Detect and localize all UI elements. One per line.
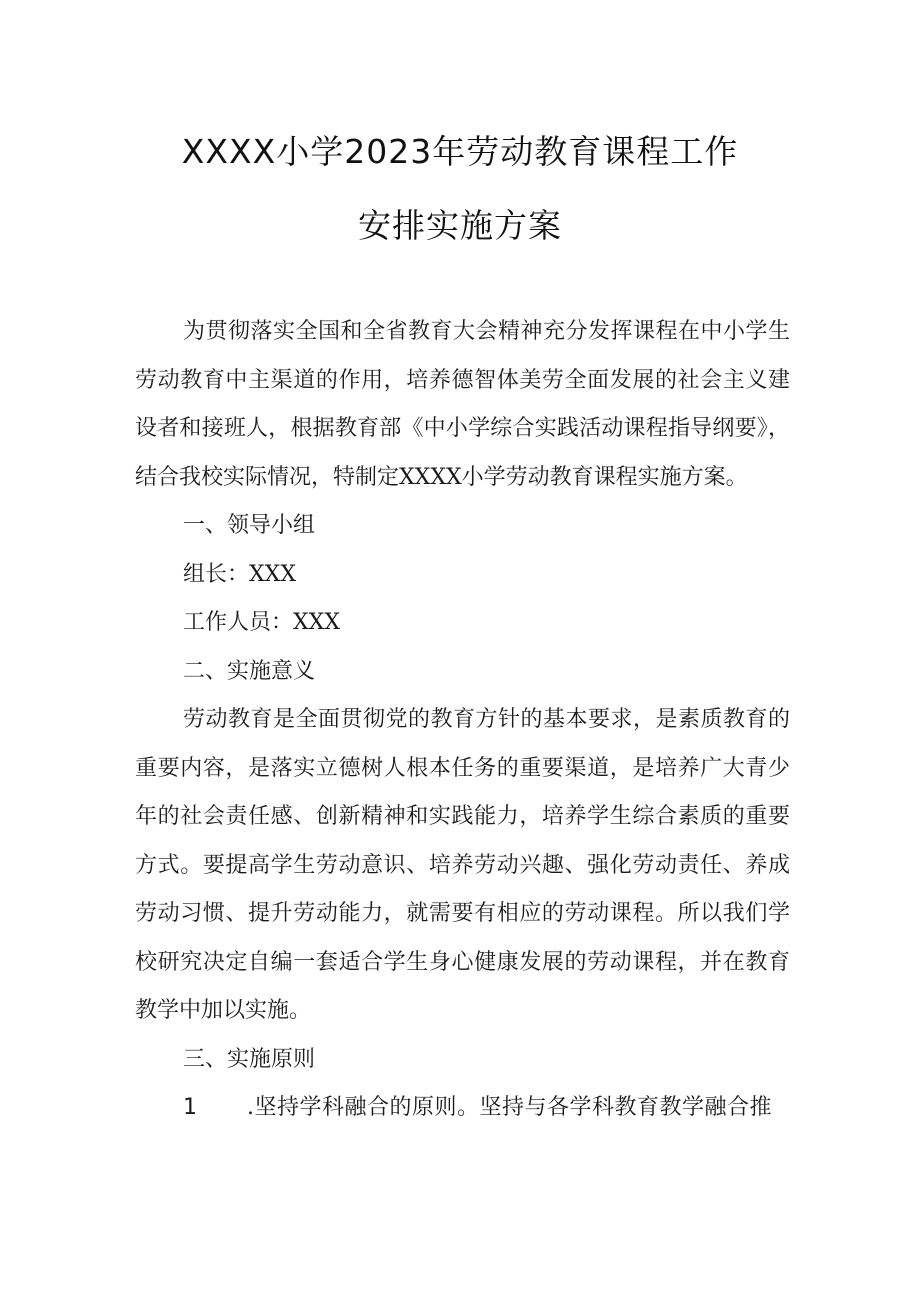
significance-paragraph: 劳动教育是全面贯彻党的教育方针的基本要求，是素质教育的重要内容，是落实立德树人根本任务的重要渠道，是培养广大青少年的社会责任感、创新精神和实践能力，培养学生综合素质的重要方式。要提高学生劳动意识、培养劳动兴趣、强化劳动责任、养成劳动习惯、提升劳动能力，就需要有相应的劳动课程。所以我们学校研究决定自编一套适合学生身心健康发展的劳动课程，并在教育教学中加以实施。 (135, 707, 790, 1023)
section-heading-leadership: 一、领导小组 (183, 513, 316, 538)
document-title-line-2: 安排实施方案 (358, 206, 562, 245)
principle-item-number: 1 (183, 1095, 197, 1120)
staff-line: 工作人员：XXX (183, 610, 340, 635)
section-heading-principles: 三、实施原则 (183, 1046, 316, 1072)
section-heading-significance: 二、实施意义 (183, 658, 316, 684)
principle-item-1 (135, 1084, 790, 1133)
document-body (135, 308, 790, 1133)
principle-item-text: .坚持学科融合的原则。坚持与各学科教育教学融合推 (247, 1095, 772, 1120)
intro-paragraph: 为贯彻落实全国和全省教育大会精神充分发挥课程在中小学生劳动教育中主渠道的作用，培养德智体美劳全面发展的社会主义建设者和接班人，根据教育部《中小学综合实践活动课程指导纲要》，结合我校实际情况，特制定XXXX小学劳动教育课程实施方案。 (135, 319, 790, 490)
leader-line: 组长：XXX (183, 561, 296, 587)
document-title-line-1: XXXX小学2023年劳动教育课程工作 (181, 132, 739, 171)
